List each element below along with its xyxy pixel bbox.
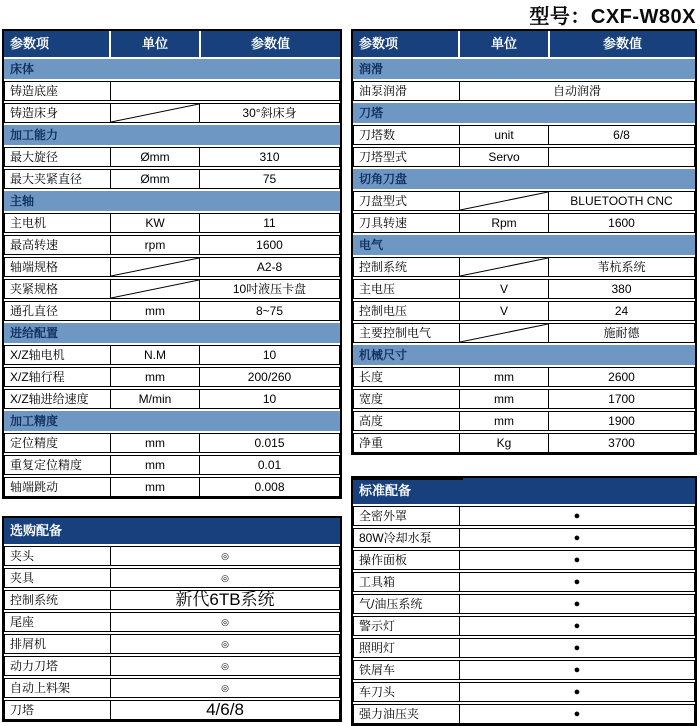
not-applicable-cell — [459, 192, 549, 210]
row-value: 1600 — [256, 238, 283, 252]
row-label: X/Z轴行程 — [10, 370, 65, 384]
table-row — [4, 455, 340, 475]
row-label: 尾座 — [10, 615, 35, 629]
row-value: 10吋液压卡盘 — [232, 282, 307, 296]
row-value: 0.015 — [254, 436, 285, 450]
row-label: 刀塔 — [10, 703, 35, 717]
row-value: 1900 — [608, 414, 635, 428]
row-value: 10 — [262, 392, 277, 406]
table-row — [4, 81, 340, 101]
section-header-row: 机械尺寸 — [353, 345, 695, 365]
row-value: 380 — [611, 282, 632, 296]
row-value: 2600 — [608, 370, 635, 384]
row-unit: mm — [459, 412, 549, 430]
row-value: ● — [459, 595, 694, 613]
table-row — [4, 656, 340, 676]
row-label: 最大夹紧直径 — [10, 172, 83, 186]
row-value: ● — [459, 573, 694, 591]
row-label: 照明灯 — [359, 641, 396, 655]
row-value: ◎ — [110, 657, 339, 675]
row-unit: mm — [459, 368, 549, 386]
not-applicable-cell — [110, 258, 200, 276]
standard-equipment-table — [351, 476, 697, 726]
table-row — [353, 81, 695, 101]
table-row — [353, 433, 695, 453]
row-unit: V — [459, 302, 549, 320]
table-row — [353, 704, 695, 724]
not-applicable-cell — [459, 324, 549, 342]
diagonal-line-icon — [111, 280, 199, 298]
row-value: 3700 — [608, 436, 635, 450]
row-value: 1700 — [608, 392, 635, 406]
table-row — [353, 367, 695, 387]
table-row — [353, 550, 695, 570]
row-label: 工具箱 — [359, 575, 396, 589]
row-label: 夹头 — [10, 549, 35, 563]
table-row — [353, 191, 695, 211]
row-value: 6/8 — [613, 128, 630, 142]
row-value: 30°斜床身 — [242, 106, 297, 120]
table-row — [4, 103, 340, 123]
row-unit: Rpm — [459, 214, 549, 232]
row-label: 夹紧规格 — [10, 282, 59, 296]
row-value: ◎ — [110, 547, 339, 565]
diagonal-line-icon — [111, 258, 199, 276]
row-unit: mm — [110, 368, 200, 386]
table-row — [4, 477, 340, 497]
row-label: 重复定位精度 — [10, 458, 83, 472]
row-label: 油泵润滑 — [359, 84, 408, 98]
not-applicable-cell — [459, 258, 549, 276]
table-row — [353, 411, 695, 431]
row-value: ● — [459, 683, 694, 701]
section-header-row: 切角刀盘 — [353, 169, 695, 189]
row-label: 主电机 — [10, 216, 47, 230]
column-header: 参数项 — [10, 36, 50, 51]
row-label: 80W冷却水泵 — [359, 531, 432, 545]
row-label: 铸造床身 — [10, 106, 59, 120]
table-row — [4, 279, 340, 299]
row-label: 动力刀塔 — [10, 659, 59, 673]
table-row — [353, 616, 695, 636]
table-header-row — [353, 31, 695, 57]
table-row — [353, 323, 695, 343]
row-label: 刀塔型式 — [359, 150, 408, 164]
table-row — [353, 257, 695, 277]
table-row — [4, 700, 340, 720]
section-header-row: 润滑 — [353, 59, 695, 79]
row-unit: mm — [110, 478, 200, 496]
row-value: 施耐德 — [603, 326, 640, 340]
row-label: 主要控制电气 — [359, 326, 432, 340]
row-value: 新代6TB系统 — [110, 591, 339, 609]
row-unit: rpm — [110, 236, 200, 254]
row-label: 净重 — [359, 436, 384, 450]
table-row — [353, 506, 695, 526]
row-label: 最高转速 — [10, 238, 59, 252]
column-header: 参数项 — [359, 36, 399, 51]
diagonal-line-icon — [460, 258, 548, 276]
row-label: 刀塔数 — [359, 128, 396, 142]
table-row — [4, 235, 340, 255]
row-value: 1600 — [608, 216, 635, 230]
row-value: ● — [459, 705, 694, 723]
section-header-row: 进给配置 — [4, 323, 340, 343]
row-value: 4/6/8 — [110, 701, 339, 719]
table-row — [4, 213, 340, 233]
row-unit: mm — [110, 302, 200, 320]
section-header-row: 床体 — [4, 59, 340, 79]
row-value: 8~75 — [255, 304, 284, 318]
row-unit: mm — [110, 434, 200, 452]
column-header: 单位 — [458, 31, 548, 57]
row-label: 铸造底座 — [10, 84, 59, 98]
table-row — [4, 257, 340, 277]
row-label: 全密外罩 — [359, 509, 408, 523]
row-label: 轴端规格 — [10, 260, 59, 274]
row-label: X/Z轴电机 — [10, 348, 65, 362]
table-row — [353, 682, 695, 702]
table-row — [4, 433, 340, 453]
row-value: 苇杭系统 — [597, 260, 646, 274]
row-value: ● — [459, 639, 694, 657]
row-unit: mm — [459, 390, 549, 408]
table-title: 选购配备 — [4, 518, 340, 544]
table-row — [353, 638, 695, 658]
table-row — [4, 590, 340, 610]
row-value: ◎ — [110, 635, 339, 653]
row-value: ◎ — [110, 679, 339, 697]
diagonal-line-icon — [111, 104, 199, 122]
table-row — [353, 125, 695, 145]
row-value: 0.008 — [254, 480, 285, 494]
row-value: ● — [459, 617, 694, 635]
diagonal-line-icon — [460, 324, 548, 342]
table-row — [353, 528, 695, 548]
section-header-row: 电气 — [353, 235, 695, 255]
row-label: 最大旋径 — [10, 150, 59, 164]
row-label: 铁屑车 — [359, 663, 396, 677]
machine-spec-table-left — [2, 29, 342, 499]
row-label: 刀盘型式 — [359, 194, 408, 208]
table-row — [4, 546, 340, 566]
table-title: 标准配备 — [353, 478, 695, 504]
section-header-row: 主轴 — [4, 191, 340, 211]
section-header-row: 刀塔 — [353, 103, 695, 123]
row-value: 75 — [262, 172, 277, 186]
optional-equipment-table — [2, 516, 342, 722]
section-header-row: 加工能力 — [4, 125, 340, 145]
row-unit: N.M — [110, 346, 200, 364]
table-row — [353, 572, 695, 592]
row-value — [110, 82, 339, 100]
row-value: ● — [459, 551, 694, 569]
not-applicable-cell — [110, 104, 200, 122]
table-row — [4, 389, 340, 409]
row-label: 定位精度 — [10, 436, 59, 450]
column-header: 单位 — [109, 31, 199, 57]
row-value: ● — [459, 529, 694, 547]
row-label: 控制电压 — [359, 304, 408, 318]
machine-spec-table-right — [351, 29, 697, 455]
table-row — [4, 345, 340, 365]
row-value: 200/260 — [247, 370, 292, 384]
table-top-accent — [351, 476, 463, 480]
table-row — [353, 660, 695, 680]
table-header-row — [4, 31, 340, 57]
row-value: 自动润滑 — [459, 82, 694, 100]
row-label: 气/油压系统 — [359, 597, 423, 611]
row-value: 310 — [259, 150, 280, 164]
row-label: 警示灯 — [359, 619, 396, 633]
row-unit: Kg — [459, 434, 549, 452]
row-label: 自动上料架 — [10, 681, 71, 695]
row-value: ● — [459, 661, 694, 679]
column-header: 参数值 — [548, 31, 695, 57]
table-row — [353, 279, 695, 299]
row-label: 夹具 — [10, 571, 35, 585]
row-label: 宽度 — [359, 392, 384, 406]
table-row — [4, 568, 340, 588]
table-row — [353, 213, 695, 233]
row-unit: unit — [459, 126, 549, 144]
model-title: 型号：CXF-W80X — [529, 6, 696, 28]
row-unit: Ømm — [110, 170, 200, 188]
column-header: 参数值 — [199, 31, 340, 57]
row-value: ◎ — [110, 569, 339, 587]
table-row — [4, 301, 340, 321]
row-value: BLUETOOTH CNC — [570, 194, 673, 208]
row-label: 高度 — [359, 414, 384, 428]
row-unit: Servo — [459, 148, 549, 166]
row-value — [549, 148, 694, 166]
row-unit: Ømm — [110, 148, 200, 166]
row-value: 11 — [263, 216, 276, 230]
table-row — [4, 169, 340, 189]
row-value: 10 — [262, 348, 277, 362]
row-label: 主电压 — [359, 282, 396, 296]
row-value: A2-8 — [256, 260, 283, 274]
row-value: ◎ — [110, 613, 339, 631]
row-label: 通孔直径 — [10, 304, 59, 318]
row-label: 控制系统 — [10, 593, 59, 607]
row-label: 控制系统 — [359, 260, 408, 274]
row-unit: V — [459, 280, 549, 298]
row-label: 车刀头 — [359, 685, 396, 699]
row-value: ● — [459, 507, 694, 525]
row-unit: KW — [110, 214, 200, 232]
row-label: 轴端跳动 — [10, 480, 59, 494]
table-row — [353, 389, 695, 409]
table-row — [4, 678, 340, 698]
table-row — [353, 594, 695, 614]
table-row — [353, 147, 695, 167]
diagonal-line-icon — [460, 192, 548, 210]
row-label: 强力油压夹 — [359, 707, 420, 721]
section-header-row: 加工精度 — [4, 411, 340, 431]
table-row — [4, 147, 340, 167]
row-unit: M/min — [110, 390, 200, 408]
table-row — [4, 634, 340, 654]
table-row — [4, 367, 340, 387]
row-label: 刀具转速 — [359, 216, 408, 230]
not-applicable-cell — [110, 280, 200, 298]
row-label: 排屑机 — [10, 637, 47, 651]
row-label: 操作面板 — [359, 553, 408, 567]
table-row — [4, 612, 340, 632]
row-unit: mm — [110, 456, 200, 474]
row-value: 24 — [614, 304, 629, 318]
row-label: 长度 — [359, 370, 384, 384]
row-label: X/Z轴进给速度 — [10, 392, 89, 406]
row-value: 0.01 — [257, 458, 282, 472]
table-row — [353, 301, 695, 321]
